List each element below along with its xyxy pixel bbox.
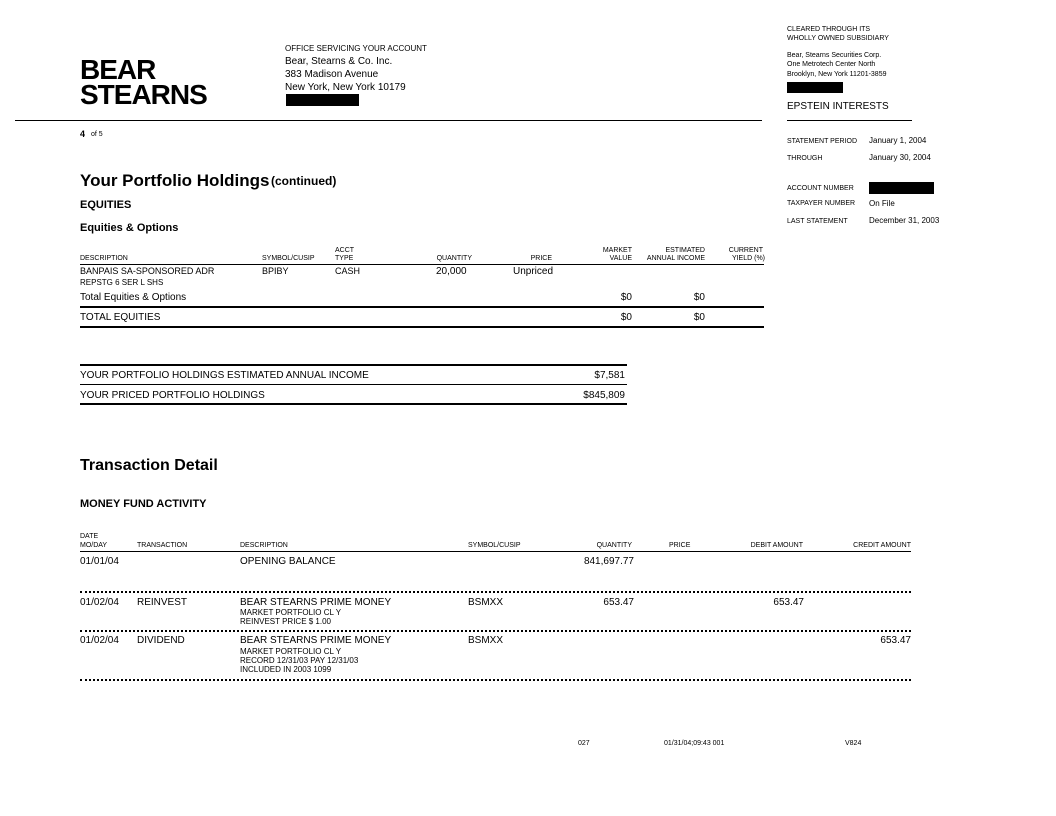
holding-quantity: 20,000 xyxy=(436,266,467,277)
period-value: January 1, 2004 xyxy=(869,136,927,145)
col-est-2: ANNUAL INCOME xyxy=(646,255,705,262)
last-statement-value: December 31, 2003 xyxy=(869,216,940,225)
logo-line-1: BEAR xyxy=(80,54,156,85)
total-eq-income: $0 xyxy=(693,312,705,323)
last-statement-label: LAST STATEMENT xyxy=(787,218,848,225)
tx-row-2-symbol: BSMXX xyxy=(468,597,504,608)
tx-row-1-desc: OPENING BALANCE xyxy=(240,556,336,567)
col-acct-2: TYPE xyxy=(335,255,354,262)
redaction-block xyxy=(286,94,359,106)
clearing-line-2: WHOLLY OWNED SUBSIDIARY xyxy=(787,35,889,42)
holdings-title: Your Portfolio Holdings xyxy=(80,171,270,190)
holding-desc-2: REPSTG 6 SER L SHS xyxy=(80,278,164,287)
tx-row-1-date: 01/01/04 xyxy=(80,556,119,567)
tx-row-3-rule xyxy=(80,679,911,681)
tx-col-credit: CREDIT AMOUNT xyxy=(853,542,911,549)
tx-col-debit: DEBIT AMOUNT xyxy=(750,542,803,549)
holding-symbol: BPIBY xyxy=(262,266,289,276)
summary-mid-rule xyxy=(80,384,627,385)
col-est-1: ESTIMATED xyxy=(665,247,705,254)
total-eq-rule xyxy=(80,326,764,328)
tx-header-rule xyxy=(80,551,911,552)
taxpayer-label: TAXPAYER NUMBER xyxy=(787,200,856,207)
period-label: STATEMENT PERIOD xyxy=(787,138,858,145)
clearing-line-1: CLEARED THROUGH ITS xyxy=(787,26,871,33)
transaction-title: Transaction Detail xyxy=(80,457,218,474)
summary-priced-value: $845,809 xyxy=(583,390,625,401)
office-city: New York, New York 10179 xyxy=(285,82,406,93)
tx-row-2-quantity: 653.47 xyxy=(603,597,634,608)
col-market-1: MARKET xyxy=(602,247,632,254)
office-street: 383 Madison Avenue xyxy=(285,69,379,80)
col-acct-1: ACCT xyxy=(335,247,355,254)
col-description: DESCRIPTION xyxy=(80,255,128,262)
tx-row-3-symbol: BSMXX xyxy=(468,635,504,646)
through-label: THROUGH xyxy=(787,155,823,162)
holdings-header-rule xyxy=(80,264,764,265)
col-yield-2: YIELD (%) xyxy=(731,255,765,262)
tx-row-3-type: DIVIDEND xyxy=(137,635,185,646)
redaction-block xyxy=(787,82,843,93)
tx-row-2-desc-1: BEAR STEARNS PRIME MONEY xyxy=(240,597,392,608)
total-eo-market: $0 xyxy=(620,292,632,303)
tx-row-1-quantity: 841,697.77 xyxy=(583,556,634,567)
col-quantity: QUANTITY xyxy=(436,255,472,262)
equities-heading: EQUITIES xyxy=(80,199,132,211)
footer-timestamp: 01/31/04;09:43 001 xyxy=(664,740,725,747)
col-symbol: SYMBOL/CUSIP xyxy=(262,255,315,262)
tx-row-2-desc-2: MARKET PORTFOLIO CL Y xyxy=(240,608,342,617)
page-of: of 5 xyxy=(91,131,103,138)
clearing-city: Brooklyn, New York 11201-3859 xyxy=(787,71,887,78)
tx-row-3-desc-2: MARKET PORTFOLIO CL Y xyxy=(240,647,342,656)
total-eo-label: Total Equities & Options xyxy=(80,292,187,303)
footer-code: 027 xyxy=(578,740,590,747)
footer-version: V824 xyxy=(845,740,862,747)
clearing-name: Bear, Stearns Securities Corp. xyxy=(787,52,882,59)
total-eo-rule xyxy=(80,306,764,308)
summary-priced-label: YOUR PRICED PORTFOLIO HOLDINGS xyxy=(80,390,265,401)
total-eq-label: TOTAL EQUITIES xyxy=(80,312,161,323)
tx-col-symbol: SYMBOL/CUSIP xyxy=(468,542,521,549)
tx-row-1-rule xyxy=(80,591,911,593)
tx-col-quantity: QUANTITY xyxy=(596,542,632,549)
tx-col-date-1: DATE xyxy=(80,533,99,540)
logo-line-2: STEARNS xyxy=(80,79,207,110)
summary-income-label: YOUR PORTFOLIO HOLDINGS ESTIMATED ANNUAL INCOME xyxy=(80,370,369,381)
office-name: Bear, Stearns & Co. Inc. xyxy=(285,56,393,67)
equities-options-heading: Equities & Options xyxy=(80,222,179,234)
through-value: January 30, 2004 xyxy=(869,153,931,162)
tx-col-date-2: MO/DAY xyxy=(80,542,108,549)
col-market-2: VALUE xyxy=(609,255,632,262)
col-yield-1: CURRENT xyxy=(728,247,763,254)
summary-top-rule xyxy=(80,364,627,366)
office-heading: OFFICE SERVICING YOUR ACCOUNT xyxy=(285,44,427,53)
clearing-street: One Metrotech Center North xyxy=(787,61,876,68)
summary-income-value: $7,581 xyxy=(594,370,625,381)
bear-stearns-logo xyxy=(80,54,207,110)
taxpayer-value: On File xyxy=(869,199,895,208)
tx-col-description: DESCRIPTION xyxy=(240,542,288,549)
tx-row-3-date: 01/02/04 xyxy=(80,635,119,646)
total-eo-income: $0 xyxy=(693,292,705,303)
total-eq-market: $0 xyxy=(620,312,632,323)
tx-row-2-date: 01/02/04 xyxy=(80,597,119,608)
header-divider xyxy=(15,120,762,121)
tx-row-2-desc-3: REINVEST PRICE $ 1.00 xyxy=(240,617,331,626)
holding-acct-type: CASH xyxy=(335,266,361,276)
tx-col-transaction: TRANSACTION xyxy=(137,542,188,549)
tx-row-2-rule xyxy=(80,630,911,632)
money-fund-heading: MONEY FUND ACTIVITY xyxy=(80,498,207,510)
summary-bottom-rule xyxy=(80,403,627,405)
tx-row-2-type: REINVEST xyxy=(137,597,188,608)
tx-row-3-desc-3: RECORD 12/31/03 PAY 12/31/03 xyxy=(240,656,359,665)
redaction-block xyxy=(869,182,934,194)
page-number: 4 xyxy=(80,129,86,139)
tx-row-3-desc-4: INCLUDED IN 2003 1099 xyxy=(240,665,332,674)
tx-col-price: PRICE xyxy=(669,542,691,549)
account-name: EPSTEIN INTERESTS xyxy=(787,101,889,112)
tx-row-3-credit: 653.47 xyxy=(880,635,911,646)
tx-row-3-desc-1: BEAR STEARNS PRIME MONEY xyxy=(240,635,392,646)
col-price: PRICE xyxy=(530,255,552,262)
account-number-label: ACCOUNT NUMBER xyxy=(787,185,854,192)
tx-row-2-debit: 653.47 xyxy=(773,597,804,608)
holding-price: Unpriced xyxy=(513,266,554,277)
holding-desc-1: BANPAIS SA-SPONSORED ADR xyxy=(80,266,215,276)
holdings-title-suffix: (continued) xyxy=(271,174,337,188)
header-divider-right xyxy=(787,120,912,121)
